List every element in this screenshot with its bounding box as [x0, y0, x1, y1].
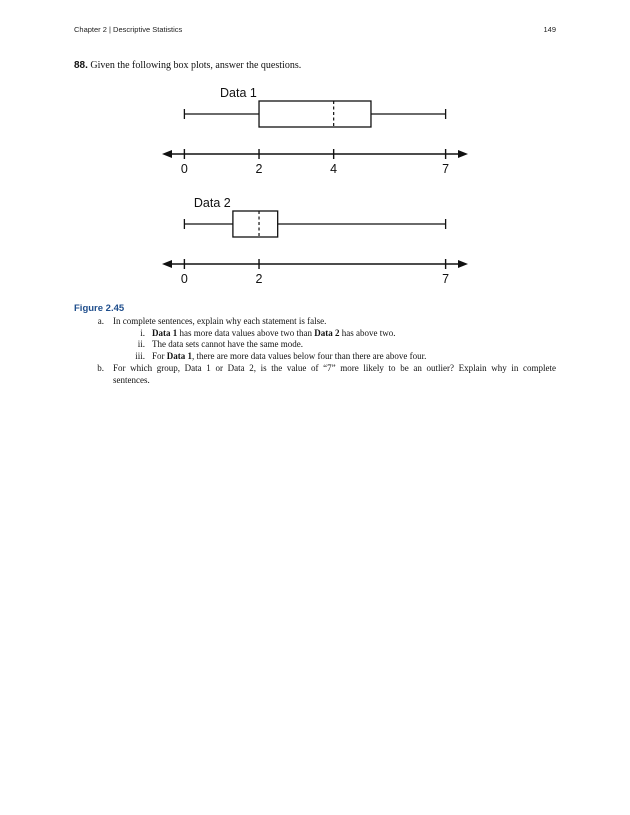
part-b-line-1: For which group, Data 1 or Data 2, is the value of “7” more likely to be an outlier? Explain why in complete — [113, 363, 556, 373]
left-arrow-icon — [162, 150, 172, 158]
part-a-text: In complete sentences, explain why each statement is false. — [113, 316, 327, 326]
data1-ref: Data 1 — [152, 327, 178, 338]
part-b-marker: b. — [97, 363, 104, 373]
iqr-box — [233, 211, 278, 237]
right-arrow-icon — [458, 260, 468, 268]
subpart-i-marker: i. — [140, 327, 145, 338]
plot-title: Data 1 — [220, 86, 257, 100]
subpart-ii-marker: ii. — [137, 339, 145, 349]
tick-label: 4 — [330, 162, 338, 176]
left-arrow-icon — [162, 260, 172, 268]
data2-ref: Data 2 — [314, 327, 340, 338]
subpart-iii-text: For Data 1, there are more data values below four than there are above four. — [152, 350, 427, 361]
tick-label: 2 — [255, 272, 263, 286]
box-plot-figure — [150, 80, 480, 295]
right-arrow-icon — [458, 150, 468, 158]
plot-title: Data 2 — [193, 196, 231, 210]
figure-caption: Figure 2.45 — [74, 303, 125, 314]
question-88 — [74, 59, 556, 72]
data1-ref: Data 1 — [166, 350, 193, 361]
box-plot-data-2 — [162, 196, 468, 286]
running-head — [74, 25, 556, 37]
tick-label: 7 — [442, 162, 450, 176]
tick-label: 7 — [442, 272, 450, 286]
question-text: Given the following box plots, answer the questions. — [90, 60, 302, 71]
box-plot-data-1 — [162, 86, 468, 176]
iqr-box — [259, 101, 371, 127]
tick-label: 0 — [180, 162, 188, 176]
question-number: 88. — [74, 60, 88, 71]
chapter-title: Chapter 2 | Descriptive Statistics — [74, 25, 183, 34]
subpart-i-text: Data 1 has more data values above two than Data 2 has above two. — [152, 327, 396, 338]
page-number: 149 — [543, 25, 556, 34]
tick-label: 0 — [180, 272, 188, 286]
subpart-ii-text: The data sets cannot have the same mode. — [152, 339, 303, 349]
tick-label: 2 — [255, 162, 263, 176]
subpart-iii-marker: iii. — [135, 350, 145, 361]
part-a-marker: a. — [97, 316, 104, 326]
part-b-line-2: sentences. — [113, 374, 150, 385]
